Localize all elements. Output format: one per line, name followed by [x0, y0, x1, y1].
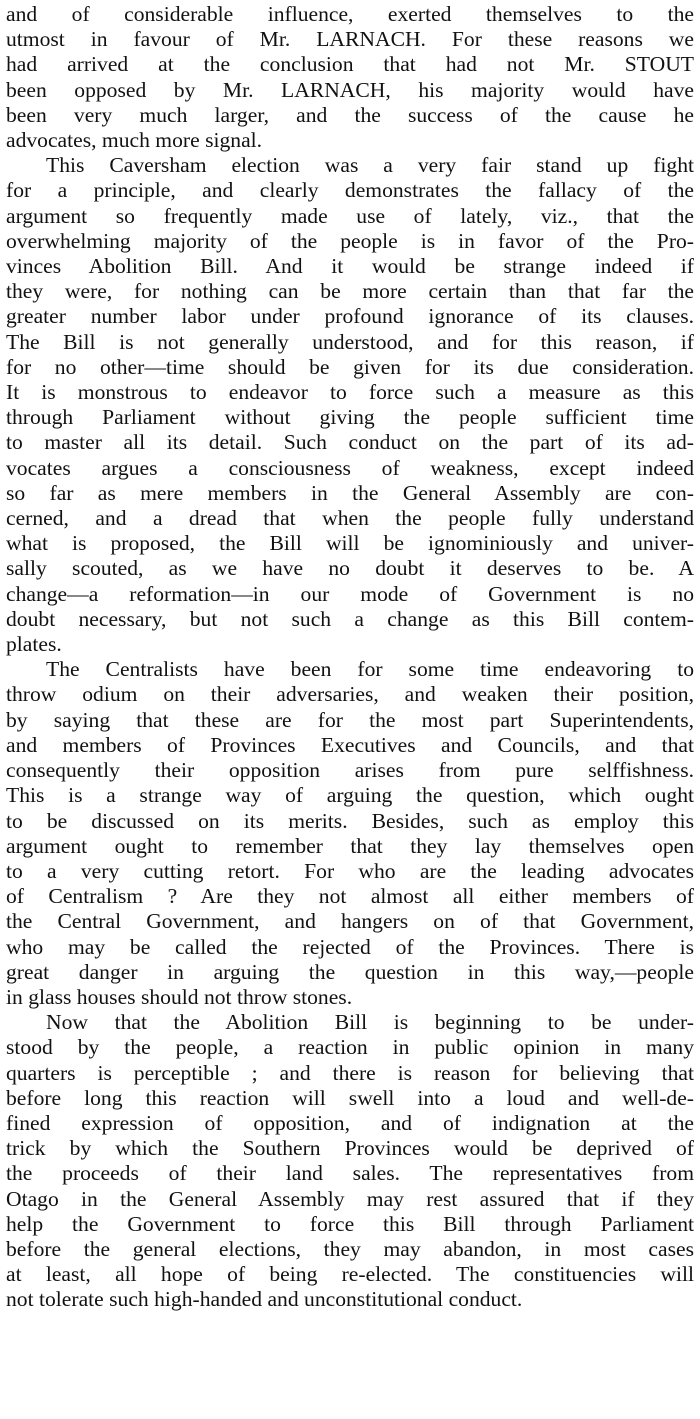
text-line: argument ought to remember that they lay themselves open [6, 833, 694, 858]
text-line: throw odium on their adversaries, and weaken their position, [6, 682, 694, 707]
text-line: great danger in arguing the question in this way,—people [6, 959, 694, 984]
text-line: through Parliament without giving the people sufficient time [6, 405, 694, 430]
text-line: to be discussed on its merits. Besides, such as employ this [6, 808, 694, 833]
text-line: the proceeds of their land sales. The representatives from [6, 1161, 694, 1186]
text-line: by saying that these are for the most part Superintendents, [6, 707, 694, 732]
text-line: help the Government to force this Bill through Parliament [6, 1211, 694, 1236]
paragraph-2 [6, 153, 694, 657]
paragraph-4 [6, 1010, 694, 1312]
text-line: so far as mere members in the General Assembly are con- [6, 480, 694, 505]
text-line: been very much larger, and the success of the cause he [6, 102, 694, 127]
text-line: fined expression of opposition, and of indignation at the [6, 1110, 694, 1135]
text-line: cerned, and a dread that when the people fully understand [6, 506, 694, 531]
text-line: sally scouted, as we have no doubt it deserves to be. A [6, 556, 694, 581]
text-line: vinces Abolition Bill. And it would be strange indeed if [6, 254, 694, 279]
text-line: The Centralists have been for some time endeavoring to [46, 657, 694, 682]
text-line: quarters is perceptible ; and there is reason for believing that [6, 1060, 694, 1085]
text-line: at least, all hope of being re-elected. The constituencies will [6, 1262, 694, 1287]
text-line: and members of Provinces Executives and Councils, and that [6, 732, 694, 757]
text-line: Now that the Abolition Bill is beginning to be under- [46, 1010, 694, 1035]
text-line: to master all its detail. Such conduct on the part of its ad- [6, 430, 694, 455]
text-line: Otago in the General Assembly may rest assured that if they [6, 1186, 694, 1211]
text-line: plates. [6, 632, 62, 657]
text-line: consequently their opposition arises from pure selffishness. [6, 758, 694, 783]
text-line: been opposed by Mr. LARNACH, his majority would have [6, 77, 694, 102]
text-line: of Centralism ? Are they not almost all either members of [6, 884, 694, 909]
text-line: overwhelming majority of the people is in favor of the Pro- [6, 228, 694, 253]
paragraph-3 [6, 657, 694, 1010]
text-line: for no other—time should be given for its due consideration. [6, 354, 694, 379]
text-line: before long this reaction will swell into a loud and well-de- [6, 1085, 694, 1110]
text-line: It is monstrous to endeavor to force such a measure as this [6, 380, 694, 405]
text-line: had arrived at the conclusion that had not Mr. STOUT [6, 52, 694, 77]
text-line: The Bill is not generally understood, and for this reason, if [6, 329, 694, 354]
text-line: who may be called the rejected of the Provinces. There is [6, 934, 694, 959]
text-line: This is a strange way of arguing the question, which ought [6, 783, 694, 808]
text-line: for a principle, and clearly demonstrates the fallacy of the [6, 178, 694, 203]
text-line: not tolerate such high-handed and unconstitutional conduct. [6, 1287, 523, 1312]
paragraph-1 [6, 2, 694, 153]
text-line: before the general elections, they may abandon, in most cases [6, 1236, 694, 1261]
text-line: they were, for nothing can be more certain than that far the [6, 279, 694, 304]
text-line: greater number labor under profound ignorance of its clauses. [6, 304, 694, 329]
text-line: and of considerable influence, exerted themselves to the [6, 2, 694, 26]
text-line: doubt necessary, but not such a change as this Bill contem- [6, 606, 694, 631]
text-line: in glass houses should not throw stones. [6, 984, 353, 1009]
text-line: vocates argues a consciousness of weakness, except indeed [6, 455, 694, 480]
text-line: This Caversham election was a very fair stand up fight [46, 153, 694, 178]
text-line: utmost in favour of Mr. LARNACH. For these reasons we [6, 27, 694, 52]
text-line: to a very cutting retort. For who are the leading advocates [6, 858, 694, 883]
text-line: what is proposed, the Bill will be ignominiously and univer- [6, 531, 694, 556]
text-line: advocates, much more signal. [6, 128, 263, 153]
text-line: trick by which the Southern Provinces would be deprived of [6, 1136, 694, 1161]
text-line: stood by the people, a reaction in public opinion in many [6, 1035, 694, 1060]
text-line: the Central Government, and hangers on of that Government, [6, 909, 694, 934]
text-line: argument so frequently made use of lately, viz., that the [6, 203, 694, 228]
text-line: change—a reformation—in our mode of Government is no [6, 581, 694, 606]
